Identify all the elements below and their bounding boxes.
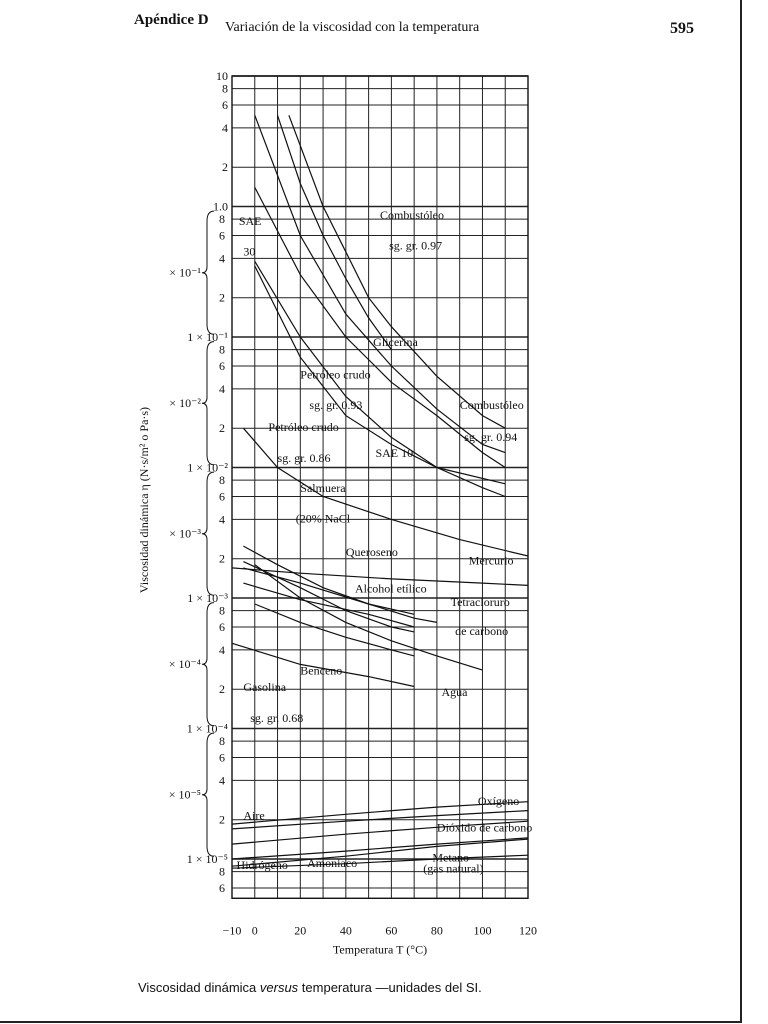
y-group-label: × 10⁻⁵ xyxy=(168,787,201,802)
annotation-tetra_line2: de carbono xyxy=(455,624,509,639)
y-decade-label: 1.0 xyxy=(213,199,228,214)
y-decade-label: 1 × 10⁻⁵ xyxy=(186,852,228,866)
annotation-glicerina: Glicerina xyxy=(373,335,418,350)
y-tick-label: 2 xyxy=(219,682,225,697)
annotation-salmuera_line2: (20% NaCl xyxy=(295,511,351,526)
x-tick-label: 120 xyxy=(519,923,537,938)
y-group-label: × 10⁻² xyxy=(169,396,201,411)
y-tick-label: 6 xyxy=(219,750,225,765)
annotation-combustoleo97_line2: sg. gr. 0.97 xyxy=(389,238,443,253)
y-tick-label: 6 xyxy=(219,489,225,504)
annotation-tetra_line1: Tetracloruro xyxy=(450,594,510,609)
series-line-0 xyxy=(278,115,392,349)
y-tick-label: 6 xyxy=(219,619,225,634)
annotation-salmuera_line1: Salmuera xyxy=(300,480,346,495)
annotation-alcohol: Alcohol etílico xyxy=(354,581,427,596)
x-tick-label: 80 xyxy=(430,923,443,938)
annotation-sae30_line2: 30 xyxy=(243,244,256,259)
y-tick-label: 6 xyxy=(222,97,228,112)
y-tick-label: 6 xyxy=(219,880,225,895)
y-tick-label: 8 xyxy=(219,603,225,618)
y-tick-label: 4 xyxy=(219,512,225,527)
x-tick-label: −10 xyxy=(222,923,242,938)
y-brace xyxy=(202,342,214,465)
annotation-crudo86_line2: sg. gr. 0.86 xyxy=(277,451,331,466)
annotation-agua: Agua xyxy=(441,684,468,699)
y-brace xyxy=(202,733,214,856)
y-tick-label: 2 xyxy=(219,290,225,305)
y-tick-label: 4 xyxy=(219,773,225,788)
annotation-mercurio: Mercurio xyxy=(468,553,514,568)
y-tick-label: 2 xyxy=(219,812,225,827)
x-tick-label: 20 xyxy=(294,923,307,938)
chart-annotations xyxy=(237,208,533,875)
y-decade-label: 1 × 10⁻² xyxy=(187,460,228,475)
plot-frame xyxy=(232,76,528,898)
y-tick-label: 4 xyxy=(222,120,228,135)
y-axis-ticks xyxy=(169,69,229,895)
y-tick-label: 6 xyxy=(219,228,225,243)
series-line-13 xyxy=(255,604,414,656)
y-brace xyxy=(202,211,214,334)
annotation-hidrogeno: Hidrógeno xyxy=(236,857,288,872)
series-line-10 xyxy=(243,562,414,632)
annotation-metano_line2: (gas natural) xyxy=(423,861,484,876)
annotation-aire: Aire xyxy=(243,808,265,823)
y-tick-label: 2 xyxy=(219,421,225,436)
annotation-amoniaco: Amoniaco xyxy=(307,855,358,870)
y-brace xyxy=(202,603,214,726)
page-title: Variación de la viscosidad con la temperatura xyxy=(225,20,480,35)
y-decade-label: 1 × 10⁻⁴ xyxy=(186,721,228,736)
annotation-crudo93_line1: Petróleo crudo xyxy=(300,367,371,382)
y-axis-label: Viscosidad dinámica η (N·s/m² o Pa·s) xyxy=(137,406,151,594)
y-tick-label: 8 xyxy=(222,81,228,96)
caption-italic: versus xyxy=(259,980,299,995)
y-group-label: × 10⁻⁴ xyxy=(168,657,201,672)
figure-caption xyxy=(138,980,482,995)
caption-text-1: Viscosidad dinámica xyxy=(138,980,260,995)
annotation-combustoleo94_line2: sg. gr. 0.94 xyxy=(464,429,518,444)
annotation-combustoleo97_line1: Combustóleo xyxy=(380,208,445,223)
series-line-19 xyxy=(232,838,528,859)
y-tick-label: 8 xyxy=(219,342,225,357)
annotation-combustoleo94_line1: Combustóleo xyxy=(459,398,524,413)
chart-curves xyxy=(232,115,528,868)
y-decade-label: 1 × 10⁻¹ xyxy=(187,330,228,344)
y-tick-label: 8 xyxy=(219,734,225,749)
x-tick-label: 40 xyxy=(339,923,352,938)
appendix-label: Apéndice D xyxy=(134,12,209,28)
annotation-oxigeno: Oxígeno xyxy=(477,793,520,808)
x-tick-label: 0 xyxy=(251,923,258,938)
caption-text-2: temperatura —unidades del SI. xyxy=(298,980,482,995)
y-tick-label: 10 xyxy=(216,69,228,83)
annotation-dioxido: Dióxido de carbono xyxy=(436,820,533,835)
y-tick-label: 8 xyxy=(219,473,225,488)
y-group-label: × 10⁻³ xyxy=(169,526,201,541)
page-number: 595 xyxy=(670,20,694,37)
y-decade-label: 1 × 10⁻³ xyxy=(187,591,228,605)
annotation-crudo86_line1: Petróleo crudo xyxy=(268,420,339,435)
annotation-metano_line1: Metano xyxy=(432,850,470,865)
y-tick-label: 6 xyxy=(219,358,225,373)
y-tick-label: 2 xyxy=(222,160,228,175)
x-axis-ticks xyxy=(223,923,537,937)
x-tick-label: 60 xyxy=(385,923,398,938)
y-tick-label: 4 xyxy=(219,251,225,266)
y-tick-label: 8 xyxy=(219,212,225,227)
y-brace xyxy=(202,472,214,595)
x-tick-label: 100 xyxy=(473,923,492,938)
annotation-sae30_line1: SAE xyxy=(238,214,262,229)
y-group-label: × 10⁻¹ xyxy=(169,265,201,280)
annotation-benceno: Benceno xyxy=(300,663,343,678)
chart-grid xyxy=(232,76,528,898)
annotation-crudo93_line2: sg. gr. 0.93 xyxy=(309,398,363,413)
annotation-gasolina_line2: sg. gr. 0.68 xyxy=(250,711,304,726)
x-axis-label: Temperatura T (°C) xyxy=(332,942,428,957)
y-tick-label: 4 xyxy=(219,642,225,657)
y-tick-label: 4 xyxy=(219,381,225,396)
annotation-queroseno: Queroseno xyxy=(345,544,398,559)
annotation-gasolina_line1: Gasolina xyxy=(243,680,287,695)
y-tick-label: 2 xyxy=(219,551,225,566)
y-tick-label: 8 xyxy=(219,864,225,879)
annotation-sae10: SAE 10 xyxy=(375,446,414,461)
